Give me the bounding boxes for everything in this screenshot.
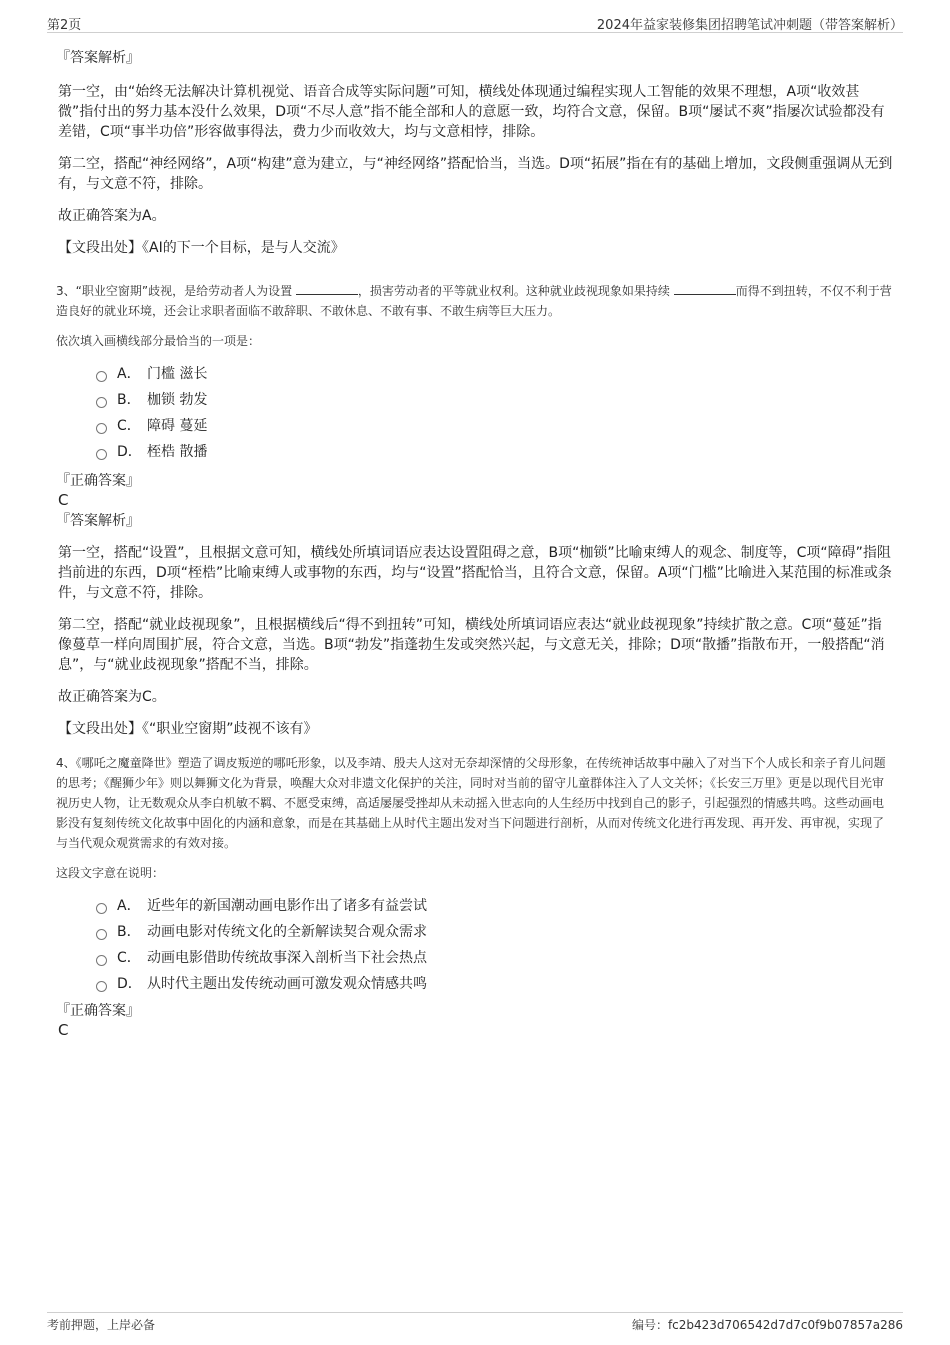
q2-analysis-label: 『答案解析』 (56, 50, 140, 66)
q4-option-b[interactable]: B． 动画电影对传统文化的全新解读契合观众需求 (96, 919, 894, 945)
q2-conclusion: 故正确答案为A。 (58, 208, 166, 224)
page-number: 第2页 (47, 18, 82, 33)
q3-answer: C (58, 491, 69, 509)
q4-options (56, 893, 894, 997)
q3-stem (56, 281, 894, 321)
q4-stem: 4、《哪吒之魔童降世》塑造了调皮叛逆的哪吒形象，以及李靖、殷夫人这对无奈却深情的父母形象，在传统神话故事中融入了对当下个人成长和亲子育儿问题的思考；《醒狮少年》则以舞狮文化为背景，唤醒大众对非遗文化保护的关注，同时对当前的留守儿童群体注入了人文关怀；《长安三万里》更是以现代目光审视历史人物，让无数观众从李白机敏不羁、不愿受束缚，高适屡屡受挫却从未动摇入世志向的人生经历中找到自己的影子，引起强烈的情感共鸣。这些动画电影没有复刻传统文化故事中固化的内涵和意象，而是在其基础上从时代主题出发对当下问题进行剖析，从而对传统文化进行再发现、再开发、再审视，实现了与当代观众观赏需求的有效对接。 (56, 756, 886, 850)
q3-conclusion: 故正确答案为C。 (58, 689, 166, 705)
q3-prompt: 依次填入画横线部分最恰当的一项是： (56, 334, 261, 348)
q3-blank-2 (674, 282, 736, 295)
q4-option-d[interactable]: D． 从时代主题出发传统动画可激发观众情感共鸣 (96, 971, 894, 997)
radio-icon[interactable] (96, 903, 107, 914)
q4-option-c[interactable]: C． 动画电影借助传统故事深入剖析当下社会热点 (96, 945, 894, 971)
footer-slogan: 考前押题，上岸必备 (47, 1318, 156, 1332)
radio-icon[interactable] (96, 449, 107, 460)
q3-analysis-p2: 第二空，搭配“就业歧视现象”，且根据横线后“得不到扭转”可知，横线处所填词语应表达“就业歧视现象”持续扩散之意。C项“蔓延”指像蔓草一样向周围扩展，符合文意，当选。B项“勃发”指蓬勃生发或突然兴起，与文意无关，排除；D项“散播”指散布开，一般搭配“消息”，与“就业歧视现象”搭配不当，排除。 (58, 617, 885, 673)
q3-stem-part3: 而得不到扭转，不仅不利于营造良好的就业环境，还会让求职者面临不敢辞职、不敢休息、不敢有事、不敢生病等巨大压力。 (56, 284, 892, 318)
q4-answer-label: 『正确答案』 (56, 1003, 140, 1019)
radio-icon[interactable] (96, 981, 107, 992)
q3-blank-1 (296, 282, 358, 295)
q3-source: 【文段出处】《“职业空窗期”歧视不该有》 (58, 721, 318, 737)
q3-option-c[interactable]: C． 障碍 蔓延 (96, 413, 894, 439)
q3-analysis-label: 『答案解析』 (56, 513, 140, 529)
radio-icon[interactable] (96, 929, 107, 940)
q4-option-a[interactable]: A． 近些年的新国潮动画电影作出了诸多有益尝试 (96, 893, 894, 919)
q2-analysis-p1: 第一空，由“始终无法解决计算机视觉、语音合成等实际问题”可知，横线处体现通过编程实现人工智能的效果不理想，A项“收效甚微”指付出的努力基本没什么效果，D项“不尽人意”指不能全部和人的意愿一致，均符合文意，保留。B项“屡试不爽”指屡次试验都没有差错，C项“事半功倍”形容做事得法，费力少而收效大，均与文意相悖，排除。 (58, 84, 885, 140)
page-content (56, 42, 894, 1039)
page-header (47, 12, 903, 33)
q3-analysis-p1: 第一空，搭配“设置”，且根据文意可知，横线处所填词语应表达设置阻碍之意，B项“枷锁”比喻束缚人的观念、制度等，C项“障碍”指阻挡前进的东西，D项“桎梏”比喻束缚人或事物的东西，均与“设置”搭配恰当，且符合文意，保留。A项“门槛”比喻进入某范围的标准或条件，与文意不符，排除。 (58, 545, 892, 601)
q3-options (56, 361, 894, 465)
q4-answer: C (58, 1021, 69, 1039)
page-footer (47, 1312, 903, 1335)
q2-source: 【文段出处】《AI的下一个目标，是与人交流》 (58, 240, 345, 256)
q3-stem-part2: ，损害劳动者的平等就业权利。这种就业歧视现象如果持续 (357, 284, 670, 298)
q3-option-a[interactable]: A． 门槛 滋长 (96, 361, 894, 387)
document-id: 编号：fc2b423d706542d7d7c0f9b07857a286 (631, 1318, 903, 1332)
q4-prompt: 这段文字意在说明： (56, 866, 165, 880)
q3-option-d[interactable]: D． 桎梏 散播 (96, 439, 894, 465)
q2-analysis-p2: 第二空，搭配“神经网络”，A项“构建”意为建立，与“神经网络”搭配恰当，当选。D项“拓展”指在有的基础上增加，文段侧重强调从无到有，与文意不符，排除。 (58, 156, 893, 192)
q3-option-b[interactable]: B． 枷锁 勃发 (96, 387, 894, 413)
q3-answer-label: 『正确答案』 (56, 473, 140, 489)
radio-icon[interactable] (96, 371, 107, 382)
radio-icon[interactable] (96, 955, 107, 966)
q3-stem-part1: 3、“职业空窗期”歧视，是给劳动者人为设置 (56, 284, 293, 298)
radio-icon[interactable] (96, 397, 107, 408)
document-title: 2024年益家装修集团招聘笔试冲刺题（带答案解析） (596, 18, 903, 33)
radio-icon[interactable] (96, 423, 107, 434)
